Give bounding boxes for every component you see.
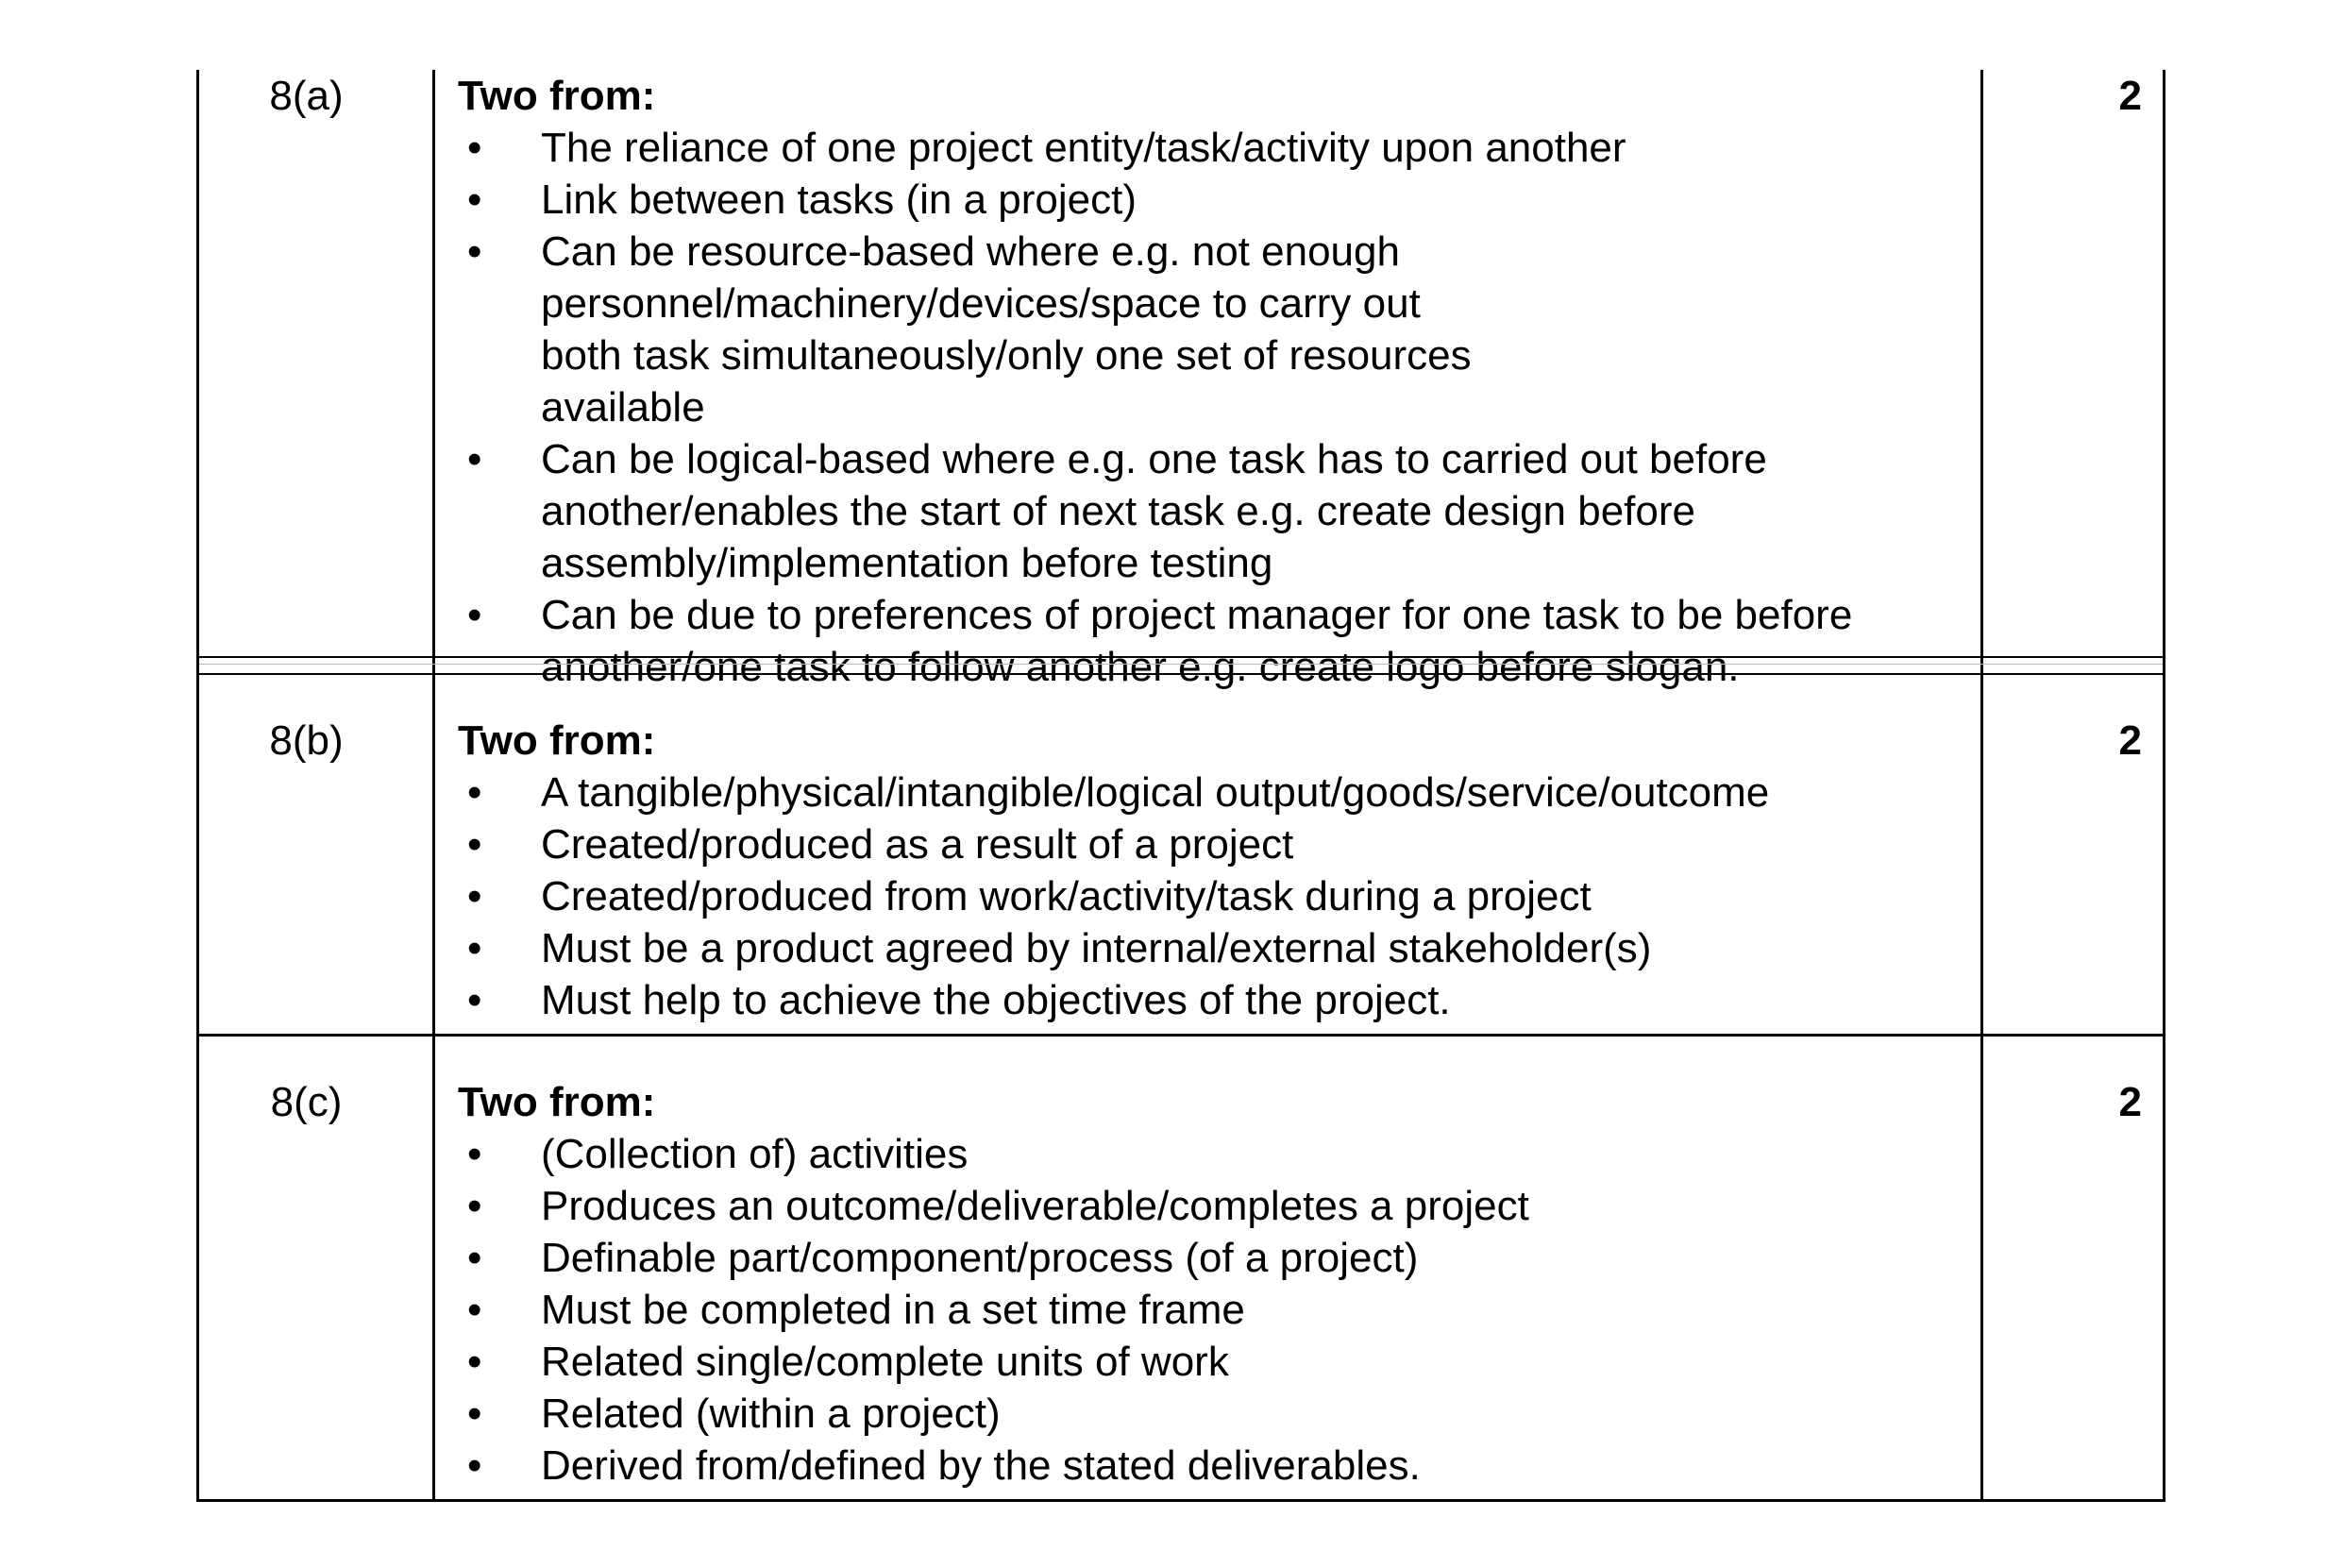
question-number: 8(a) <box>199 70 435 656</box>
row-divider <box>199 656 2163 675</box>
bullet-icon: • <box>467 592 482 638</box>
mark-scheme-table <box>196 70 2165 1502</box>
list-item <box>458 1180 1980 1232</box>
list-item <box>458 174 1980 226</box>
answer-cell <box>435 1037 1983 1499</box>
bullet-icon: • <box>467 436 482 482</box>
list-item <box>458 1232 1980 1284</box>
list-item-text: Derived from/defined by the stated deliverables. <box>541 1442 1421 1489</box>
list-item-text: Created/produced from work/activity/task during a project <box>541 873 1592 919</box>
bullet-icon: • <box>467 821 482 868</box>
list-item-text: Related (within a project) <box>541 1391 1001 1437</box>
list-item <box>458 122 1980 174</box>
list-item-text: (Collection of) activities <box>541 1131 969 1177</box>
marks-cell: 2 <box>2118 1079 2142 1125</box>
list-item-text: Must help to achieve the objectives of the project. <box>541 977 1451 1023</box>
bullet-icon: • <box>467 1131 482 1177</box>
list-item-text: Can be resource-based where e.g. not enough personnel/machinery/devices/space to carry out both task simultaneously/only one set of resources available <box>541 228 1472 430</box>
bullet-icon: • <box>467 977 482 1023</box>
list-item-text: Can be logical-based where e.g. one task has to carried out before another/enables the start of next task e.g. create design before assembly/implementation before testing <box>541 436 1767 586</box>
bullet-icon: • <box>467 1287 482 1333</box>
list-item-text: Produces an outcome/deliverable/completes a project <box>541 1183 1529 1229</box>
list-item <box>458 1284 1980 1336</box>
list-item <box>458 226 1494 433</box>
mark-scheme-row-8c <box>199 1037 2163 1502</box>
list-item-text: Must be completed in a set time frame <box>541 1287 1245 1333</box>
bullet-icon: • <box>467 1339 482 1385</box>
list-item-text: Created/produced as a result of a project <box>541 821 1294 868</box>
question-number: 8(c) <box>199 1037 435 1499</box>
bullet-icon: • <box>467 769 482 816</box>
bullet-icon: • <box>467 228 482 275</box>
list-item-text: Can be due to preferences of project manager for one task to be before another/one task to follow another e.g. create logo before slogan. <box>541 592 1853 690</box>
list-item-text: Related single/complete units of work <box>541 1339 1229 1385</box>
question-number: 8(b) <box>199 675 435 1034</box>
list-item <box>458 433 1862 589</box>
mark-scheme-row-8b <box>199 675 2163 1037</box>
list-item <box>458 589 2004 693</box>
answer-heading: Two from: <box>458 73 656 119</box>
list-item <box>458 870 1980 922</box>
list-item-text: A tangible/physical/intangible/logical output/goods/service/outcome <box>541 769 1770 816</box>
bullet-icon: • <box>467 925 482 971</box>
list-item <box>458 1336 1980 1388</box>
bullet-icon: • <box>467 125 482 171</box>
answer-heading: Two from: <box>458 717 656 764</box>
list-item <box>458 1440 1980 1492</box>
answer-list <box>458 122 1980 693</box>
bullet-icon: • <box>467 1235 482 1281</box>
bullet-icon: • <box>467 177 482 223</box>
answer-list <box>458 1128 1980 1492</box>
list-item <box>458 922 1980 974</box>
answer-cell <box>435 70 1983 690</box>
marks-cell: 2 <box>2118 717 2142 764</box>
answer-list <box>458 767 1980 1026</box>
answer-cell <box>435 675 1983 1034</box>
bullet-icon: • <box>467 873 482 919</box>
list-item-text: Link between tasks (in a project) <box>541 177 1137 223</box>
mark-scheme-row-8a <box>199 70 2163 690</box>
list-item <box>458 818 1980 870</box>
list-item <box>458 1388 1980 1440</box>
bullet-icon: • <box>467 1391 482 1437</box>
list-item-text: Definable part/component/process (of a project) <box>541 1235 1419 1281</box>
bullet-icon: • <box>467 1442 482 1489</box>
list-item-text: Must be a product agreed by internal/external stakeholder(s) <box>541 925 1652 971</box>
bullet-icon: • <box>467 1183 482 1229</box>
marks-cell: 2 <box>2118 73 2142 119</box>
list-item <box>458 767 1980 818</box>
list-item <box>458 1128 1980 1180</box>
answer-heading: Two from: <box>458 1079 656 1125</box>
list-item <box>458 974 1980 1026</box>
list-item-text: The reliance of one project entity/task/activity upon another <box>541 125 1626 171</box>
